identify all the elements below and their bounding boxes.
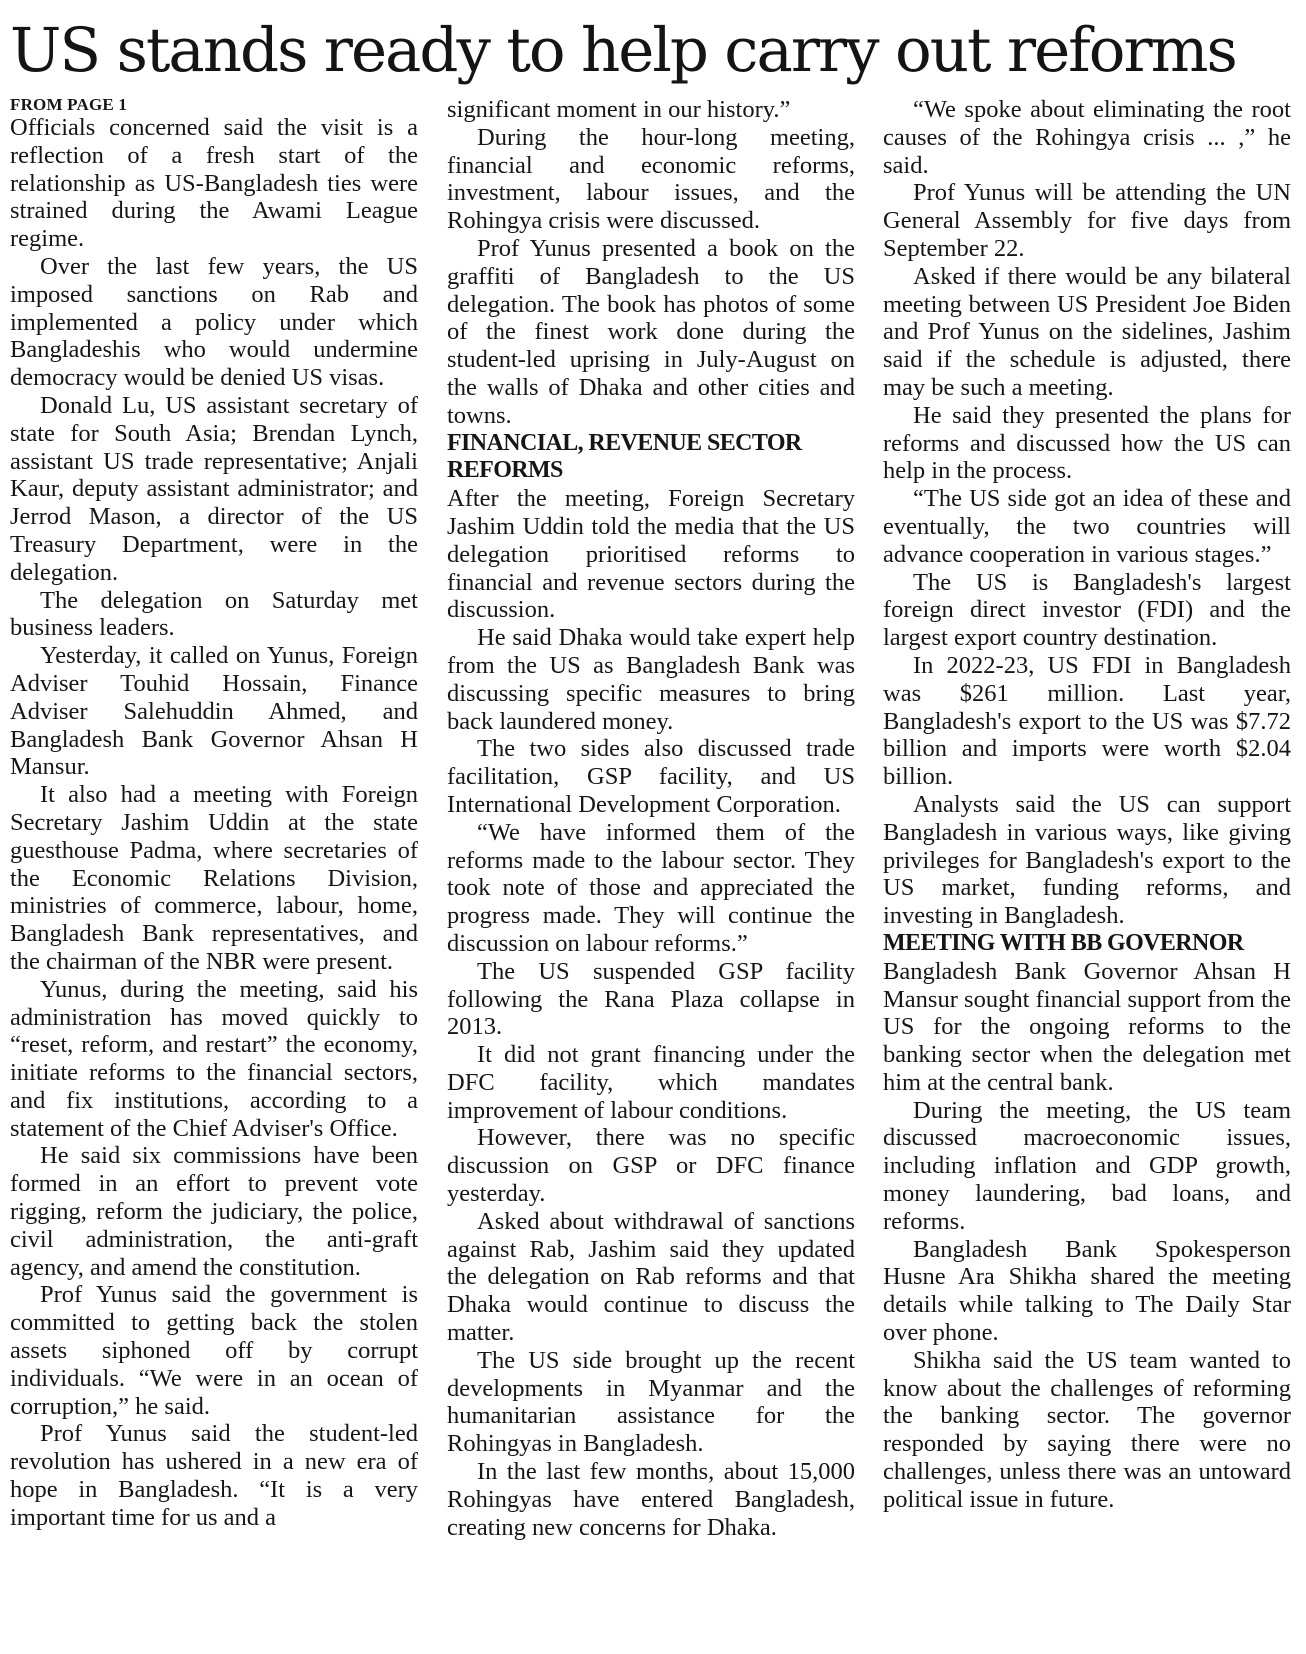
paragraph: Over the last few years, the US imposed sanctions on Rab and implemented a policy under which Bangladeshis who would undermine democracy would be denied US visas. bbox=[10, 252, 418, 392]
paragraph: During the meeting, the US team discussed macroeconomic issues, including inflation and GDP growth, money laundering, bad loans, and reforms. bbox=[883, 1096, 1291, 1235]
paragraph: During the hour-long meeting, financial and economic reforms, investment, labour issues, and the Rohingya crisis were discussed. bbox=[447, 123, 855, 235]
paragraph: Donald Lu, US assistant secretary of state for South Asia; Brendan Lynch, assistant US trade representative; Anjali Kaur, deputy assistant administrator; and Jerrod Mason, a director of the US Treasury Department, were in the delegation. bbox=[10, 391, 418, 586]
paragraph: The delegation on Saturday met business leaders. bbox=[10, 586, 418, 642]
paragraph: It also had a meeting with Foreign Secretary Jashim Uddin at the state guesthouse Padma, where secretaries of the Economic Relations Division, ministries of commerce, labour, home, Bangladesh Bank representatives, and the chairman of the NBR were present. bbox=[10, 781, 418, 975]
paragraph: He said they presented the plans for reforms and discussed how the US can help in the process. bbox=[883, 401, 1291, 485]
column-3 bbox=[883, 96, 1291, 1648]
paragraph: Bangladesh Bank Governor Ahsan H Mansur sought financial support from the US for the ongoing reforms to the banking sector when the delegation met him at the central bank. bbox=[883, 957, 1291, 1096]
paragraph: In the last few months, about 15,000 Rohingyas have entered Bangladesh, creating new concerns for Dhaka. bbox=[447, 1458, 855, 1541]
article-body bbox=[10, 96, 1300, 1648]
headline: US stands ready to help carry out reforms bbox=[10, 15, 1236, 86]
paragraph: Yesterday, it called on Yunus, Foreign Adviser Touhid Hossain, Finance Adviser Salehuddin Ahmed, and Bangladesh Bank Governor Ahsan H Mansur. bbox=[10, 642, 418, 781]
paragraph: In 2022-23, US FDI in Bangladesh was $261 million. Last year, Bangladesh's export to the US was $7.72 billion and imports were worth $2.04 billion. bbox=[883, 651, 1291, 791]
paragraph: It did not grant financing under the DFC facility, which mandates improvement of labour conditions. bbox=[447, 1041, 855, 1124]
paragraph: Prof Yunus will be attending the UN General Assembly for five days from September 22. bbox=[883, 179, 1291, 262]
paragraph: Shikha said the US team wanted to know about the challenges of reforming the banking sector. The governor responded by saying there were no challenges, unless there was an untoward political issue in future. bbox=[883, 1346, 1291, 1513]
paragraph: Prof Yunus presented a book on the graffiti of Bangladesh to the US delegation. The book has photos of some of the finest work done during the student-led uprising in July-August on the walls of Dhaka and other cities and towns. bbox=[447, 234, 855, 429]
paragraph: significant moment in our history.” bbox=[447, 96, 791, 123]
paragraph: Yunus, during the meeting, said his administration has moved quickly to “reset, reform, and restart” the economy, initiate reforms to the financial sectors, and fix institutions, according to a statement of the Chief Adviser's Office. bbox=[10, 975, 418, 1142]
paragraph: The US side brought up the recent developments in Myanmar and the humanitarian assistance for the Rohingyas in Bangladesh. bbox=[447, 1346, 855, 1458]
paragraph: The US suspended GSP facility following the Rana Plaza collapse in 2013. bbox=[447, 957, 855, 1041]
subhead-bb-governor: MEETING WITH BB GOVERNOR bbox=[883, 929, 1244, 956]
paragraph: He said Dhaka would take expert help from the US as Bangladesh Bank was discussing specific measures to bring back laundered money. bbox=[447, 624, 855, 735]
paragraph: Officials concerned said the visit is a reflection of a fresh start of the relationship as US-Bangladesh ties were strained during the Awami League regime. bbox=[10, 114, 418, 253]
paragraph: However, there was no specific discussion on GSP or DFC finance yesterday. bbox=[447, 1124, 855, 1208]
subhead-financial-reforms: FINANCIAL, REVENUE SECTOR REFORMS bbox=[447, 429, 802, 484]
column-2 bbox=[447, 96, 855, 1648]
paragraph: “We spoke about eliminating the root causes of the Rohingya crisis ... ,” he said. bbox=[883, 96, 1291, 179]
paragraph: Asked if there would be any bilateral meeting between US President Joe Biden and Prof Yunus on the sidelines, Jashim said if the schedule is adjusted, there may be such a meeting. bbox=[883, 262, 1291, 401]
paragraph: He said six commissions have been formed in an effort to prevent vote rigging, reform the judiciary, the police, civil administration, the anti-graft agency, and amend the constitution. bbox=[10, 1142, 418, 1281]
kicker: FROM PAGE 1 bbox=[10, 96, 128, 114]
paragraph: Bangladesh Bank Spokesperson Husne Ara Shikha shared the meeting details while talking to The Daily Star over phone. bbox=[883, 1235, 1291, 1347]
paragraph: After the meeting, Foreign Secretary Jashim Uddin told the media that the US delegation prioritised reforms to financial and revenue sectors during the discussion. bbox=[447, 485, 855, 624]
paragraph: Prof Yunus said the student-led revolution has ushered in a new era of hope in Bangladesh. “It is a very important time for us and a bbox=[10, 1420, 418, 1531]
paragraph: “We have informed them of the reforms made to the labour sector. They took note of those and appreciated the progress made. They will continue the discussion on labour reforms.” bbox=[447, 818, 855, 957]
paragraph: Prof Yunus said the government is committed to getting back the stolen assets siphoned off by corrupt individuals. “We were in an ocean of corruption,” he said. bbox=[10, 1281, 418, 1420]
paragraph: The US is Bangladesh's largest foreign direct investor (FDI) and the largest export country destination. bbox=[883, 568, 1291, 652]
paragraph: The two sides also discussed trade facilitation, GSP facility, and US International Development Corporation. bbox=[447, 735, 855, 818]
paragraph: Asked about withdrawal of sanctions against Rab, Jashim said they updated the delegation on Rab reforms and that Dhaka would continue to discuss the matter. bbox=[447, 1207, 855, 1347]
paragraph: “The US side got an idea of these and eventually, the two countries will advance cooperation in various stages.” bbox=[883, 485, 1291, 568]
column-1 bbox=[10, 96, 418, 1648]
paragraph: Analysts said the US can support Bangladesh in various ways, like giving privileges for Bangladesh's export to the US market, funding reforms, and investing in Bangladesh. bbox=[883, 790, 1291, 930]
